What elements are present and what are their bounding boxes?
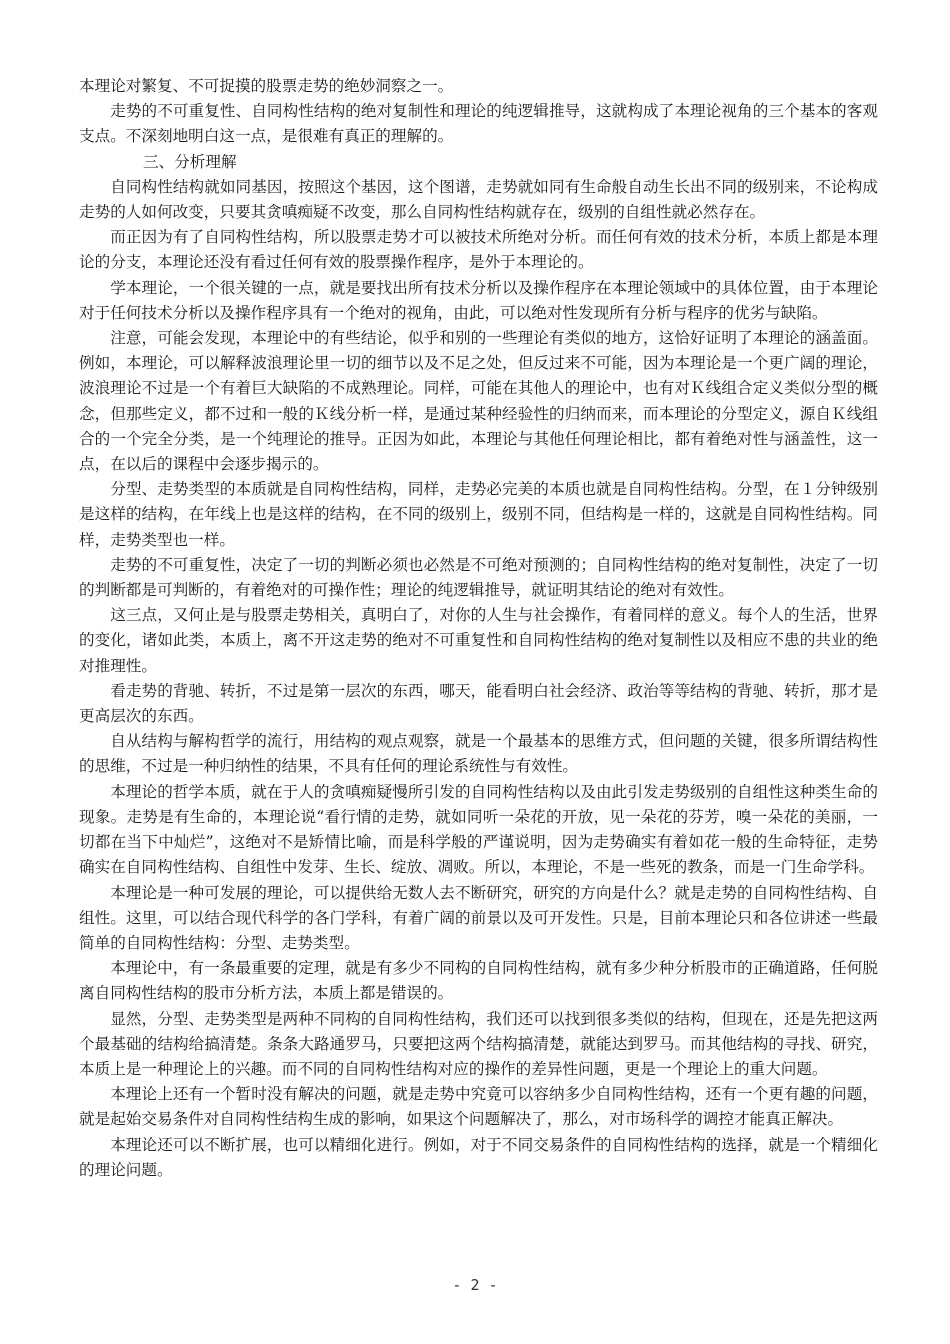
- paragraph: 自从结构与解构哲学的流行，用结构的观点观察，就是一个最基本的思维方式，但问题的关键，很多所谓结构性的思维，不过是一种归纳性的结果，不具有任何的理论系统性与有效性。: [79, 732, 878, 776]
- paragraph: 看走势的背驰、转折，不过是第一层次的东西，哪天，能看明白社会经济、政治等等结构的背驰、转折，那才是更高层次的东西。: [79, 681, 878, 726]
- paragraph: 这三点，又何止是与股票走势相关，真明白了，对你的人生与社会操作，有着同样的意义。每个人的生活，世界的变化，诸如此类，本质上，离不开这走势的绝对不可重复性和自同构性结构的绝对复制性以及相应不患的共业的绝对推理性。: [79, 606, 878, 675]
- paragraph: 学本理论，一个很关键的一点，就是要找出所有技术分析以及操作程序在本理论领域中的具体位置，由于本理论对于任何技术分析以及操作程序具有一个绝对的视角，由此，可以绝对性发现所有分析与程序的优劣与缺陷。: [79, 278, 878, 322]
- paragraph-continuation: 本理论对繁复、不可捉摸的股票走势的绝妙洞察之一。: [79, 77, 454, 95]
- section-heading: 三、分析理解: [143, 152, 237, 171]
- page-number: - 2 -: [452, 1276, 498, 1294]
- paragraph: 而正因为有了自同构性结构，所以股票走势才可以被技术所绝对分析。而任何有效的技术分析，本质上都是本理论的分支，本理论还没有看过任何有效的股票操作程序，是外于本理论的。: [79, 228, 878, 272]
- paragraph: 显然，分型、走势类型是两种不同构的自同构性结构，我们还可以找到很多类似的结构，但现在，还是先把这两个最基础的结构给搞清楚。条条大路通罗马，只要把这两个结构搞清楚，就能达到罗马。而其他结构的寻找、研究，本质上是一种理论上的兴趣。而不同的自同构性结构对应的操作的差异性问题，更是一个理论上的重大问题。: [79, 1009, 878, 1078]
- paragraph: 走势的不可重复性，决定了一切的判断必须也必然是不可绝对预测的；自同构性结构的绝对复制性，决定了一切的判断都是可判断的，有着绝对的可操作性；理论的纯逻辑推导，就证明其结论的绝对有效性。: [79, 555, 878, 600]
- paragraph: 本理论是一种可发展的理论，可以提供给无数人去不断研究，研究的方向是什么？就是走势的自同构性结构、自组性。这里，可以结合现代科学的各门学科，有着广阔的前景以及可开发性。只是，目前本理论只和各位讲述一些最简单的自同构性结构：分型、走势类型。: [79, 883, 878, 952]
- paragraph: 本理论中，有一条最重要的定理，就是有多少不同构的自同构性结构，就有多少种分析股市的正确道路，任何脱离自同构性结构的股市分析方法，本质上都是错误的。: [79, 959, 878, 1003]
- paragraph: 本理论还可以不断扩展，也可以精细化进行。例如，对于不同交易条件的自同构性结构的选择，就是一个精细化的理论问题。: [79, 1135, 878, 1179]
- paragraph: 自同构性结构就如同基因，按照这个基因，这个图谱，走势就如同有生命般自动生长出不同的级别来，不论构成走势的人如何改变，只要其贪嗔痴疑不改变，那么自同构性结构就存在，级别的自组性就必然存在。: [79, 177, 878, 222]
- paragraph: 分型、走势类型的本质就是自同构性结构，同样，走势必完美的本质也就是自同构性结构。分型，在１分钟级别是这样的结构，在年线上也是这样的结构，在不同的级别上，级别不同，但结构是一样的，这就是自同构性结构。同样，走势类型也一样。: [79, 480, 878, 549]
- paragraph: 走势的不可重复性、自同构性结构的绝对复制性和理论的纯逻辑推导，这就构成了本理论视角的三个基本的客观支点。不深刻地明白这一点，是很难有真正的理解的。: [79, 102, 878, 146]
- paragraph: 本理论的哲学本质，就在于人的贪嗔痴疑慢所引发的自同构性结构以及由此引发走势级别的自组性这种类生命的现象。走势是有生命的，本理论说“看行情的走势，就如同听一朵花的开放，见一朵花的芬芳，嗅一朵花的美丽，一切都在当下中灿烂”，这绝对不是矫情比喻，而是科学般的严谨说明，因为走势确实有着如花一般的生命特征，走势确实在自同构性结构、自组性中发芽、生长、绽放、凋败。所以，本理论，不是一些死的教条，而是一门生命学科。: [79, 782, 878, 877]
- body-text: [79, 74, 878, 1183]
- paragraph: 注意，可能会发现，本理论中的有些结论，似乎和别的一些理论有类似的地方，这恰好证明了本理论的涵盖面。例如，本理论，可以解释波浪理论里一切的细节以及不足之处，但反过来不可能，因为本理论是一个更广阔的理论，波浪理论不过是一个有着巨大缺陷的不成熟理论。同样，可能在其他人的理论中，也有对Ｋ线组合定义类似分型的概念，但那些定义，都不过和一般的Ｋ线分析一样，是通过某种经验性的归纳而来，而本理论的分型定义，源自Ｋ线组合的一个完全分类，是一个纯理论的推导。正因为如此，本理论与其他任何理论相比，都有着绝对性与涵盖性，这一点，在以后的课程中会逐步揭示的。: [79, 329, 878, 474]
- paragraph: 本理论上还有一个暂时没有解决的问题，就是走势中究竟可以容纳多少自同构性结构，还有一个更有趣的问题，就是起始交易条件对自同构性结构生成的影响，如果这个问题解决了，那么，对市场科学的调控才能真正解决。: [79, 1085, 878, 1129]
